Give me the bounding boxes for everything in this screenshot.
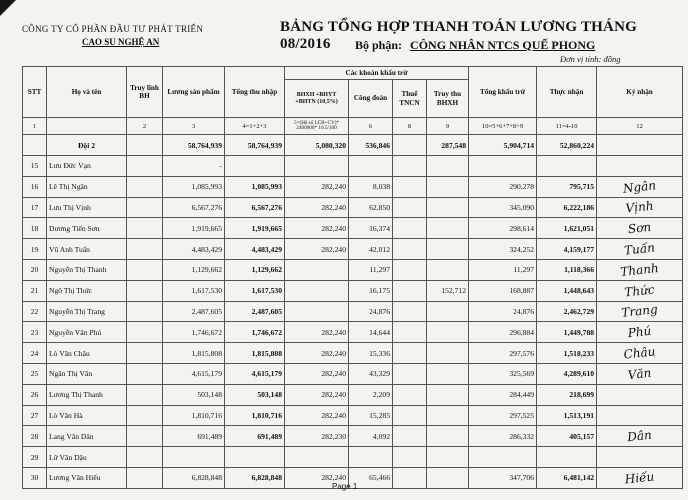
row-signature — [597, 322, 683, 343]
row-signature — [597, 405, 683, 426]
row-cong-doan: 15,336 — [349, 343, 393, 364]
row-luongsp: 1,919,665 — [163, 218, 225, 239]
row-cong-doan: 42,012 — [349, 239, 393, 260]
row-name: Lương Văn Hiếu — [47, 467, 127, 488]
row-stt: 15 — [23, 156, 47, 177]
row-name: Lê Thị Ngân — [47, 176, 127, 197]
row-name: Lò Văn Châu — [47, 343, 127, 364]
table-row — [23, 197, 683, 218]
row-stt: 26 — [23, 384, 47, 405]
handwritten-signature: Sơn — [627, 220, 652, 237]
row-name: Dương Tiến Sơn — [47, 218, 127, 239]
document-title: BẢNG TỔNG HỢP THANH TOÁN LƯƠNG THÁNG 08/2016 — [280, 19, 637, 52]
row-name: Lưu Thị Vịnh — [47, 197, 127, 218]
row-signature — [597, 447, 683, 468]
row-name: Lò Văn Hà — [47, 405, 127, 426]
row-bhxh: 282,240 — [285, 467, 349, 488]
row-truylinh — [127, 322, 163, 343]
row-thue — [393, 239, 427, 260]
company-subname: CAO SU NGHỆ AN — [82, 37, 160, 47]
row-thuc-nhan: 4,289,610 — [537, 363, 597, 384]
handwritten-signature: Hiếu — [624, 469, 655, 487]
index-cell: 3 — [163, 118, 225, 135]
row-cong-doan: 24,876 — [349, 301, 393, 322]
handwritten-signature: Trang — [620, 302, 659, 321]
row-signature — [597, 301, 683, 322]
row-tong: 6,567,276 — [225, 197, 285, 218]
row-tong: 1,810,716 — [225, 405, 285, 426]
row-thue — [393, 301, 427, 322]
row-thue — [393, 447, 427, 468]
col-thuc-nhan: Thực nhận — [537, 67, 597, 118]
row-truylinh — [127, 156, 163, 177]
row-stt: 20 — [23, 259, 47, 280]
row-cong-doan: 8,038 — [349, 176, 393, 197]
group-truythu: 287,548 — [427, 135, 469, 156]
col-cong-doan: Công đoàn — [349, 80, 393, 118]
row-thuc-nhan: 1,118,366 — [537, 259, 597, 280]
group-thuc-nhan: 52,860,224 — [537, 135, 597, 156]
row-signature — [597, 197, 683, 218]
row-stt: 30 — [23, 467, 47, 488]
row-tong-khau-tru: 286,332 — [469, 426, 537, 447]
row-luongsp: 1,815,808 — [163, 343, 225, 364]
row-truythu — [427, 467, 469, 488]
row-stt: 25 — [23, 363, 47, 384]
row-thuc-nhan: 4,159,177 — [537, 239, 597, 260]
row-name: Ngân Thị Văn — [47, 363, 127, 384]
row-name: Lưu Đức Vạn — [47, 156, 127, 177]
group-name: Đội 2 — [47, 135, 127, 156]
row-truythu — [427, 426, 469, 447]
row-cong-doan: 14,644 — [349, 322, 393, 343]
row-truythu — [427, 343, 469, 364]
row-bhxh: 282,240 — [285, 405, 349, 426]
row-tong: 1,129,662 — [225, 259, 285, 280]
row-truythu — [427, 218, 469, 239]
row-bhxh: 282,240 — [285, 343, 349, 364]
row-cong-doan: 4,092 — [349, 426, 393, 447]
row-tong-khau-tru: 297,525 — [469, 405, 537, 426]
row-stt: 28 — [23, 426, 47, 447]
group-row — [23, 135, 683, 156]
row-truylinh — [127, 447, 163, 468]
row-luongsp: 1,617,530 — [163, 280, 225, 301]
row-signature — [597, 363, 683, 384]
row-stt: 19 — [23, 239, 47, 260]
col-truythu: Truy thu BHXH — [427, 80, 469, 118]
group-tong: 58,764,939 — [225, 135, 285, 156]
index-cell: 5=(Hệ số LCB+CV)* 2400000* 10.5/100 — [285, 118, 349, 135]
row-luongsp: 1,746,672 — [163, 322, 225, 343]
table-row — [23, 280, 683, 301]
row-tong: 4,483,429 — [225, 239, 285, 260]
table-row — [23, 322, 683, 343]
table-row — [23, 384, 683, 405]
row-tong-khau-tru: 298,614 — [469, 218, 537, 239]
row-truythu: 152,712 — [427, 280, 469, 301]
handwritten-signature: Châu — [622, 344, 657, 362]
row-stt: 17 — [23, 197, 47, 218]
index-row — [23, 118, 683, 135]
row-name: Vũ Anh Tuấn — [47, 239, 127, 260]
row-truythu — [427, 384, 469, 405]
handwritten-signature — [599, 162, 680, 170]
row-cong-doan: 43,329 — [349, 363, 393, 384]
table-row — [23, 343, 683, 364]
row-luongsp: 691,489 — [163, 426, 225, 447]
company-name: CÔNG TY CỔ PHẦN ĐẦU TƯ PHÁT TRIỂN — [22, 24, 204, 34]
row-luongsp: 1,129,662 — [163, 259, 225, 280]
row-signature — [597, 259, 683, 280]
group-luongsp: 58,764,939 — [163, 135, 225, 156]
row-luongsp: 6,828,848 — [163, 467, 225, 488]
group-tong-khau-tru: 5,904,714 — [469, 135, 537, 156]
row-thue — [393, 176, 427, 197]
table-row — [23, 405, 683, 426]
row-thuc-nhan — [537, 156, 597, 177]
row-bhxh: 282,240 — [285, 363, 349, 384]
index-cell: 6 — [349, 118, 393, 135]
row-tong: 1,746,672 — [225, 322, 285, 343]
handwritten-signature — [599, 390, 680, 398]
row-luongsp: - — [163, 156, 225, 177]
table-row — [23, 447, 683, 468]
row-thue — [393, 363, 427, 384]
row-stt: 22 — [23, 301, 47, 322]
row-name: Lữ Văn Dậu — [47, 447, 127, 468]
col-luongsp: Lương sản phẩm — [163, 67, 225, 118]
row-signature — [597, 343, 683, 364]
row-tong-khau-tru: 290,278 — [469, 176, 537, 197]
row-thuc-nhan: 1,449,788 — [537, 322, 597, 343]
row-truythu — [427, 239, 469, 260]
col-bhxh: BHXH +BHYT +BHTN (10,5%) — [285, 80, 349, 118]
row-cong-doan: 16,175 — [349, 280, 393, 301]
row-signature — [597, 280, 683, 301]
row-stt: 24 — [23, 343, 47, 364]
row-stt: 21 — [23, 280, 47, 301]
row-tong-khau-tru: 297,576 — [469, 343, 537, 364]
handwritten-signature: Tuấn — [623, 240, 656, 258]
row-tong-khau-tru: 325,569 — [469, 363, 537, 384]
row-luongsp: 2,487,605 — [163, 301, 225, 322]
handwritten-signature: Văn — [627, 365, 652, 383]
row-tong-khau-tru: 168,887 — [469, 280, 537, 301]
row-tong-khau-tru: 345,090 — [469, 197, 537, 218]
row-stt: 27 — [23, 405, 47, 426]
row-bhxh: 282,240 — [285, 322, 349, 343]
group-cong-doan: 536,846 — [349, 135, 393, 156]
row-bhxh — [285, 156, 349, 177]
row-thuc-nhan: 1,621,051 — [537, 218, 597, 239]
group-stt — [23, 135, 47, 156]
table-row — [23, 259, 683, 280]
row-signature — [597, 467, 683, 488]
row-name: Nguyễn Thị Trang — [47, 301, 127, 322]
row-name: Ngô Thị Thức — [47, 280, 127, 301]
row-thue — [393, 197, 427, 218]
group-thue — [393, 135, 427, 156]
group-signature — [597, 135, 683, 156]
row-thuc-nhan: 218,699 — [537, 384, 597, 405]
payroll-table — [22, 66, 683, 489]
row-tong — [225, 156, 285, 177]
row-thue — [393, 405, 427, 426]
col-tong-thu-nhap: Tổng thu nhập — [225, 67, 285, 118]
row-luongsp: 1,085,993 — [163, 176, 225, 197]
row-cong-doan: 2,209 — [349, 384, 393, 405]
index-cell: 9 — [427, 118, 469, 135]
row-tong — [225, 447, 285, 468]
col-stt: STT — [23, 67, 47, 118]
table-row — [23, 301, 683, 322]
handwritten-signature: Ngân — [622, 177, 657, 196]
table-row — [23, 426, 683, 447]
row-thue — [393, 280, 427, 301]
row-tong: 691,489 — [225, 426, 285, 447]
row-tong-khau-tru: 24,876 — [469, 301, 537, 322]
row-bhxh — [285, 259, 349, 280]
row-bhxh: 282,240 — [285, 239, 349, 260]
index-cell: 1 — [23, 118, 47, 135]
row-thue — [393, 322, 427, 343]
row-tong: 4,615,179 — [225, 363, 285, 384]
row-signature — [597, 384, 683, 405]
row-bhxh: 282,240 — [285, 384, 349, 405]
row-thue — [393, 259, 427, 280]
row-thue — [393, 156, 427, 177]
row-truythu — [427, 363, 469, 384]
row-thuc-nhan: 1,513,191 — [537, 405, 597, 426]
index-cell: 2 — [127, 118, 163, 135]
col-truylinh: Truy lĩnh BH — [127, 67, 163, 118]
row-truylinh — [127, 218, 163, 239]
department-line — [355, 38, 595, 53]
row-signature — [597, 156, 683, 177]
row-truylinh — [127, 239, 163, 260]
row-signature — [597, 426, 683, 447]
row-cong-doan: 62,850 — [349, 197, 393, 218]
row-bhxh — [285, 280, 349, 301]
row-thuc-nhan: 1,448,643 — [537, 280, 597, 301]
page-footer: Page 1 — [332, 482, 358, 491]
row-name: Nguyễn Thị Thanh — [47, 259, 127, 280]
row-bhxh: 282,240 — [285, 176, 349, 197]
row-thuc-nhan: 795,715 — [537, 176, 597, 197]
row-thue — [393, 218, 427, 239]
row-truylinh — [127, 259, 163, 280]
row-stt: 16 — [23, 176, 47, 197]
row-bhxh: 282,240 — [285, 197, 349, 218]
table-row — [23, 156, 683, 177]
col-ky-nhan: Ký nhận — [597, 67, 683, 118]
row-stt: 29 — [23, 447, 47, 468]
row-cong-doan: 15,285 — [349, 405, 393, 426]
row-tong-khau-tru — [469, 156, 537, 177]
row-truythu — [427, 447, 469, 468]
row-thuc-nhan — [537, 447, 597, 468]
row-thue — [393, 426, 427, 447]
handwritten-signature — [599, 411, 680, 419]
row-thue — [393, 384, 427, 405]
row-luongsp: 503,148 — [163, 384, 225, 405]
handwritten-signature: Thức — [623, 282, 656, 300]
table-row — [23, 239, 683, 260]
index-cell: 8 — [393, 118, 427, 135]
row-cong-doan: 11,297 — [349, 259, 393, 280]
handwritten-signature: Vịnh — [624, 199, 655, 216]
row-tong-khau-tru: 324,252 — [469, 239, 537, 260]
row-thuc-nhan: 405,157 — [537, 426, 597, 447]
row-luongsp: 4,615,179 — [163, 363, 225, 384]
table-body — [23, 118, 683, 489]
index-cell: 12 — [597, 118, 683, 135]
group-bhxh: 5,080,320 — [285, 135, 349, 156]
col-thue: Thuế TNCN — [393, 80, 427, 118]
currency-unit: Đơn vị tính: đồng — [560, 54, 621, 64]
row-thuc-nhan: 6,481,142 — [537, 467, 597, 488]
handwritten-signature: Dân — [626, 428, 653, 445]
row-name: Lương Thị Thanh — [47, 384, 127, 405]
row-signature — [597, 218, 683, 239]
row-truylinh — [127, 301, 163, 322]
col-group-khau-tru: Các khoản khấu trừ — [285, 67, 469, 80]
row-truylinh — [127, 176, 163, 197]
row-tong: 2,487,605 — [225, 301, 285, 322]
row-stt: 23 — [23, 322, 47, 343]
row-thue — [393, 343, 427, 364]
row-truylinh — [127, 280, 163, 301]
row-signature — [597, 176, 683, 197]
row-truythu — [427, 322, 469, 343]
row-truythu — [427, 197, 469, 218]
table-row — [23, 363, 683, 384]
row-stt: 18 — [23, 218, 47, 239]
row-truylinh — [127, 426, 163, 447]
row-tong-khau-tru: 284,449 — [469, 384, 537, 405]
group-truylinh — [127, 135, 163, 156]
row-truythu — [427, 156, 469, 177]
handwritten-signature: Phú — [627, 324, 652, 341]
row-truythu — [427, 259, 469, 280]
row-signature — [597, 239, 683, 260]
row-bhxh — [285, 301, 349, 322]
handwritten-signature: Thanh — [619, 260, 660, 279]
index-cell: 11=4-10 — [537, 118, 597, 135]
row-cong-doan — [349, 447, 393, 468]
row-cong-doan: 65,466 — [349, 467, 393, 488]
row-truylinh — [127, 467, 163, 488]
row-tong-khau-tru — [469, 447, 537, 468]
col-tong-khau-tru: Tổng khấu trừ — [469, 67, 537, 118]
row-bhxh: 282,240 — [285, 218, 349, 239]
row-bhxh: 282,230 — [285, 426, 349, 447]
row-truylinh — [127, 363, 163, 384]
index-cell: 4=1+2+3 — [225, 118, 285, 135]
table-row — [23, 218, 683, 239]
row-name: Lang Văn Dân — [47, 426, 127, 447]
department-label: Bộ phận: — [355, 38, 403, 52]
table-row — [23, 176, 683, 197]
row-cong-doan — [349, 156, 393, 177]
row-tong: 503,148 — [225, 384, 285, 405]
scan-corner — [0, 0, 16, 16]
row-tong: 1,085,993 — [225, 176, 285, 197]
row-tong: 1,617,530 — [225, 280, 285, 301]
row-thuc-nhan: 2,462,729 — [537, 301, 597, 322]
row-tong-khau-tru: 11,297 — [469, 259, 537, 280]
col-name: Họ và tên — [47, 67, 127, 118]
index-cell: 10=5+6+7+8+9 — [469, 118, 537, 135]
row-luongsp: 4,483,429 — [163, 239, 225, 260]
row-truythu — [427, 405, 469, 426]
row-tong-khau-tru: 347,706 — [469, 467, 537, 488]
row-truylinh — [127, 343, 163, 364]
row-luongsp: 6,567,276 — [163, 197, 225, 218]
row-thue — [393, 467, 427, 488]
row-thuc-nhan: 1,518,233 — [537, 343, 597, 364]
row-truylinh — [127, 384, 163, 405]
row-truythu — [427, 176, 469, 197]
row-tong: 1,815,808 — [225, 343, 285, 364]
row-tong-khau-tru: 296,884 — [469, 322, 537, 343]
row-bhxh — [285, 447, 349, 468]
row-luongsp — [163, 447, 225, 468]
row-name: Nguyễn Văn Phú — [47, 322, 127, 343]
department-value: CÔNG NHÂN NTCS QUẾ PHONG — [410, 38, 596, 52]
handwritten-signature — [599, 453, 680, 461]
row-thuc-nhan: 6,222,186 — [537, 197, 597, 218]
index-cell — [47, 118, 127, 135]
row-truylinh — [127, 197, 163, 218]
row-tong: 1,919,665 — [225, 218, 285, 239]
row-tong: 6,828,848 — [225, 467, 285, 488]
row-cong-doan: 16,374 — [349, 218, 393, 239]
row-truylinh — [127, 405, 163, 426]
row-luongsp: 1,810,716 — [163, 405, 225, 426]
row-truythu — [427, 301, 469, 322]
